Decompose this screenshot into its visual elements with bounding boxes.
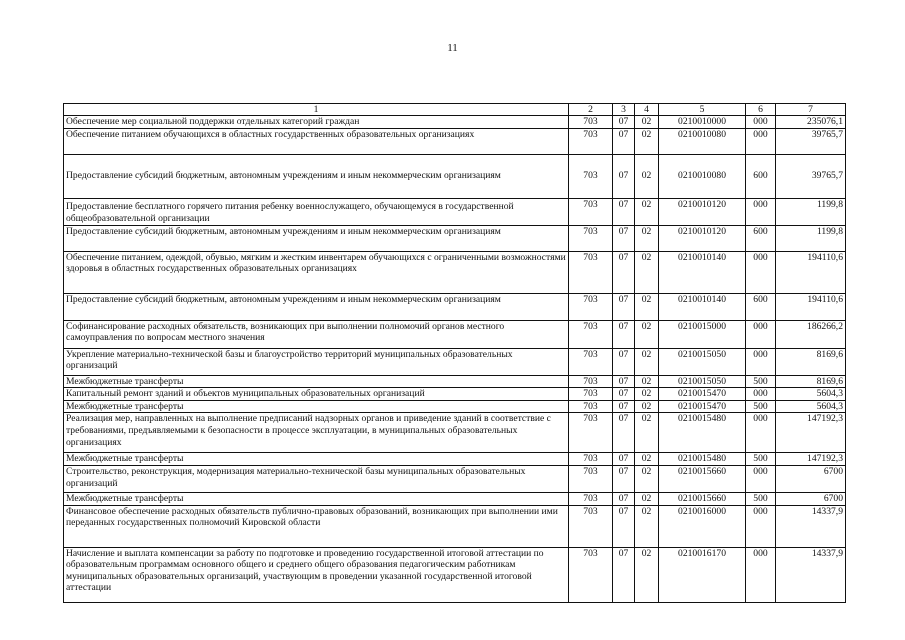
row-section: 07: [613, 413, 635, 453]
row-section: 07: [613, 154, 635, 198]
row-subsection: 02: [635, 375, 659, 388]
row-section: 07: [613, 198, 635, 225]
row-expense-type: 600: [746, 225, 776, 251]
header-col-5: 5: [659, 104, 746, 116]
row-expense-type: 000: [746, 198, 776, 225]
row-expense-type: 500: [746, 453, 776, 466]
row-target-article: 0210010000: [659, 116, 746, 129]
row-target-article: 0210015480: [659, 453, 746, 466]
row-ministry-code: 703: [569, 453, 613, 466]
row-subsection: 02: [635, 547, 659, 602]
row-section: 07: [613, 547, 635, 602]
table-row: [64, 320, 846, 348]
row-ministry-code: 703: [569, 116, 613, 129]
row-ministry-code: 703: [569, 492, 613, 505]
row-subsection: 02: [635, 293, 659, 320]
row-section: 07: [613, 116, 635, 129]
row-expense-type: 000: [746, 348, 776, 375]
row-target-article: 0210015050: [659, 348, 746, 375]
table-row: [64, 547, 846, 602]
row-name: Софинансирование расходных обязательств, возникающих при выполнении полномочий органов местного самоуправления по вопросам местного значения: [64, 320, 569, 348]
row-ministry-code: 703: [569, 400, 613, 413]
row-target-article: 0210015470: [659, 400, 746, 413]
row-amount: 8169,6: [776, 375, 846, 388]
row-amount: 14337,9: [776, 505, 846, 547]
row-subsection: 02: [635, 400, 659, 413]
table-row: [64, 198, 846, 225]
row-expense-type: 000: [746, 388, 776, 401]
row-expense-type: 000: [746, 413, 776, 453]
row-expense-type: 000: [746, 251, 776, 293]
row-ministry-code: 703: [569, 465, 613, 492]
row-target-article: 0210010080: [659, 128, 746, 154]
row-amount: 147192,3: [776, 453, 846, 466]
row-name: Межбюджетные трансферты: [64, 453, 569, 466]
table-row: [64, 128, 846, 154]
row-target-article: 0210015660: [659, 492, 746, 505]
row-expense-type: 500: [746, 400, 776, 413]
row-ministry-code: 703: [569, 128, 613, 154]
row-amount: 39765,7: [776, 154, 846, 198]
header-col-1: 1: [64, 104, 569, 116]
row-section: 07: [613, 128, 635, 154]
row-name: Начисление и выплата компенсации за работу по подготовке и проведению государственной итоговой аттестации по образовательным программам основного общего и среднего общего образования педагогическим работникам муниципальных образовательных организаций, участвующим в проведении указанной государственной итоговой аттестации: [64, 547, 569, 602]
row-amount: 5604,3: [776, 388, 846, 401]
row-section: 07: [613, 453, 635, 466]
row-subsection: 02: [635, 348, 659, 375]
row-section: 07: [613, 251, 635, 293]
row-target-article: 0210010120: [659, 225, 746, 251]
table-row: [64, 348, 846, 375]
table-row: [64, 225, 846, 251]
row-expense-type: 500: [746, 375, 776, 388]
row-ministry-code: 703: [569, 293, 613, 320]
row-section: 07: [613, 492, 635, 505]
table-row: [64, 505, 846, 547]
row-subsection: 02: [635, 251, 659, 293]
row-subsection: 02: [635, 465, 659, 492]
row-expense-type: 000: [746, 505, 776, 547]
page-number: 11: [447, 42, 458, 54]
row-section: 07: [613, 465, 635, 492]
row-amount: 194110,6: [776, 251, 846, 293]
row-ministry-code: 703: [569, 251, 613, 293]
row-target-article: 0210010140: [659, 293, 746, 320]
row-name: Межбюджетные трансферты: [64, 400, 569, 413]
row-name: Укрепление материально-технической базы и благоустройство территорий муниципальных образовательных организаций: [64, 348, 569, 375]
row-name: Предоставление субсидий бюджетным, автономным учреждениям и иным некоммерческим организациям: [64, 225, 569, 251]
row-ministry-code: 703: [569, 320, 613, 348]
row-target-article: 0210015660: [659, 465, 746, 492]
row-amount: 1199,8: [776, 225, 846, 251]
row-name: Межбюджетные трансферты: [64, 375, 569, 388]
row-subsection: 02: [635, 453, 659, 466]
row-subsection: 02: [635, 413, 659, 453]
row-subsection: 02: [635, 505, 659, 547]
row-expense-type: 000: [746, 547, 776, 602]
row-expense-type: 000: [746, 465, 776, 492]
budget-table: [63, 103, 846, 603]
row-ministry-code: 703: [569, 348, 613, 375]
row-section: 07: [613, 293, 635, 320]
row-section: 07: [613, 505, 635, 547]
row-amount: 39765,7: [776, 128, 846, 154]
row-amount: 194110,6: [776, 293, 846, 320]
header-col-4: 4: [635, 104, 659, 116]
row-expense-type: 000: [746, 128, 776, 154]
table-row: [64, 375, 846, 388]
row-section: 07: [613, 400, 635, 413]
row-target-article: 0210016170: [659, 547, 746, 602]
header-col-3: 3: [613, 104, 635, 116]
row-amount: 186266,2: [776, 320, 846, 348]
table-row: [64, 154, 846, 198]
row-ministry-code: 703: [569, 198, 613, 225]
row-subsection: 02: [635, 388, 659, 401]
row-target-article: 0210015000: [659, 320, 746, 348]
row-ministry-code: 703: [569, 547, 613, 602]
header-col-2: 2: [569, 104, 613, 116]
row-subsection: 02: [635, 128, 659, 154]
table-row: [64, 413, 846, 453]
row-subsection: 02: [635, 320, 659, 348]
row-name: Обеспечение питанием обучающихся в областных государственных образовательных организациях: [64, 128, 569, 154]
row-subsection: 02: [635, 198, 659, 225]
row-amount: 14337,9: [776, 547, 846, 602]
row-ministry-code: 703: [569, 225, 613, 251]
row-section: 07: [613, 388, 635, 401]
row-target-article: 0210015470: [659, 388, 746, 401]
row-ministry-code: 703: [569, 413, 613, 453]
row-amount: 5604,3: [776, 400, 846, 413]
row-amount: 6700: [776, 492, 846, 505]
row-target-article: 0210010120: [659, 198, 746, 225]
row-section: 07: [613, 320, 635, 348]
row-target-article: 0210010140: [659, 251, 746, 293]
header-col-6: 6: [746, 104, 776, 116]
table-row: [64, 492, 846, 505]
table-row: [64, 293, 846, 320]
table-row: [64, 453, 846, 466]
row-target-article: 0210016000: [659, 505, 746, 547]
row-name: Финансовое обеспечение расходных обязательств публично-правовых образований, возникающих при выполнении ими переданных государственных полномочий Кировской области: [64, 505, 569, 547]
row-subsection: 02: [635, 154, 659, 198]
row-name: Обеспечение мер социальной поддержки отдельных категорий граждан: [64, 116, 569, 129]
row-expense-type: 500: [746, 492, 776, 505]
row-name: Предоставление субсидий бюджетным, автономным учреждениям и иным некоммерческим организациям: [64, 154, 569, 198]
row-name: Предоставление субсидий бюджетным, автономным учреждениям и иным некоммерческим организациям: [64, 293, 569, 320]
row-section: 07: [613, 375, 635, 388]
row-amount: 235076,1: [776, 116, 846, 129]
row-subsection: 02: [635, 492, 659, 505]
row-amount: 6700: [776, 465, 846, 492]
row-expense-type: 600: [746, 154, 776, 198]
row-name: Предоставление бесплатного горячего питания ребенку военнослужащего, обучающемуся в государственной общеобразовательной организации: [64, 198, 569, 225]
row-target-article: 0210015480: [659, 413, 746, 453]
row-subsection: 02: [635, 225, 659, 251]
row-name: Обеспечение питанием, одеждой, обувью, мягким и жестким инвентарем обучающихся с ограниченными возможностями здоровья в областных государственных образовательных организациях: [64, 251, 569, 293]
row-ministry-code: 703: [569, 154, 613, 198]
header-col-7: 7: [776, 104, 846, 116]
row-name: Строительство, реконструкция, модернизация материально-технической базы муниципальных образовательных организаций: [64, 465, 569, 492]
row-name: Капитальный ремонт зданий и объектов муниципальных образовательных организаций: [64, 388, 569, 401]
row-amount: 8169,6: [776, 348, 846, 375]
header-row: [64, 104, 846, 116]
row-name: Межбюджетные трансферты: [64, 492, 569, 505]
row-expense-type: 000: [746, 320, 776, 348]
row-amount: 147192,3: [776, 413, 846, 453]
table-row: [64, 388, 846, 401]
row-section: 07: [613, 348, 635, 375]
row-ministry-code: 703: [569, 388, 613, 401]
table-row: [64, 251, 846, 293]
row-expense-type: 600: [746, 293, 776, 320]
row-subsection: 02: [635, 116, 659, 129]
row-ministry-code: 703: [569, 505, 613, 547]
table-row: [64, 400, 846, 413]
row-section: 07: [613, 225, 635, 251]
row-name: Реализация мер, направленных на выполнение предписаний надзорных органов и приведение зданий в соответствие с требованиями, предъявляемыми к безопасности в процессе эксплуатации, в муниципальных образовательных организациях: [64, 413, 569, 453]
row-ministry-code: 703: [569, 375, 613, 388]
row-target-article: 0210015050: [659, 375, 746, 388]
table-row: [64, 116, 846, 129]
row-amount: 1199,8: [776, 198, 846, 225]
table-row: [64, 465, 846, 492]
row-expense-type: 000: [746, 116, 776, 129]
row-target-article: 0210010080: [659, 154, 746, 198]
